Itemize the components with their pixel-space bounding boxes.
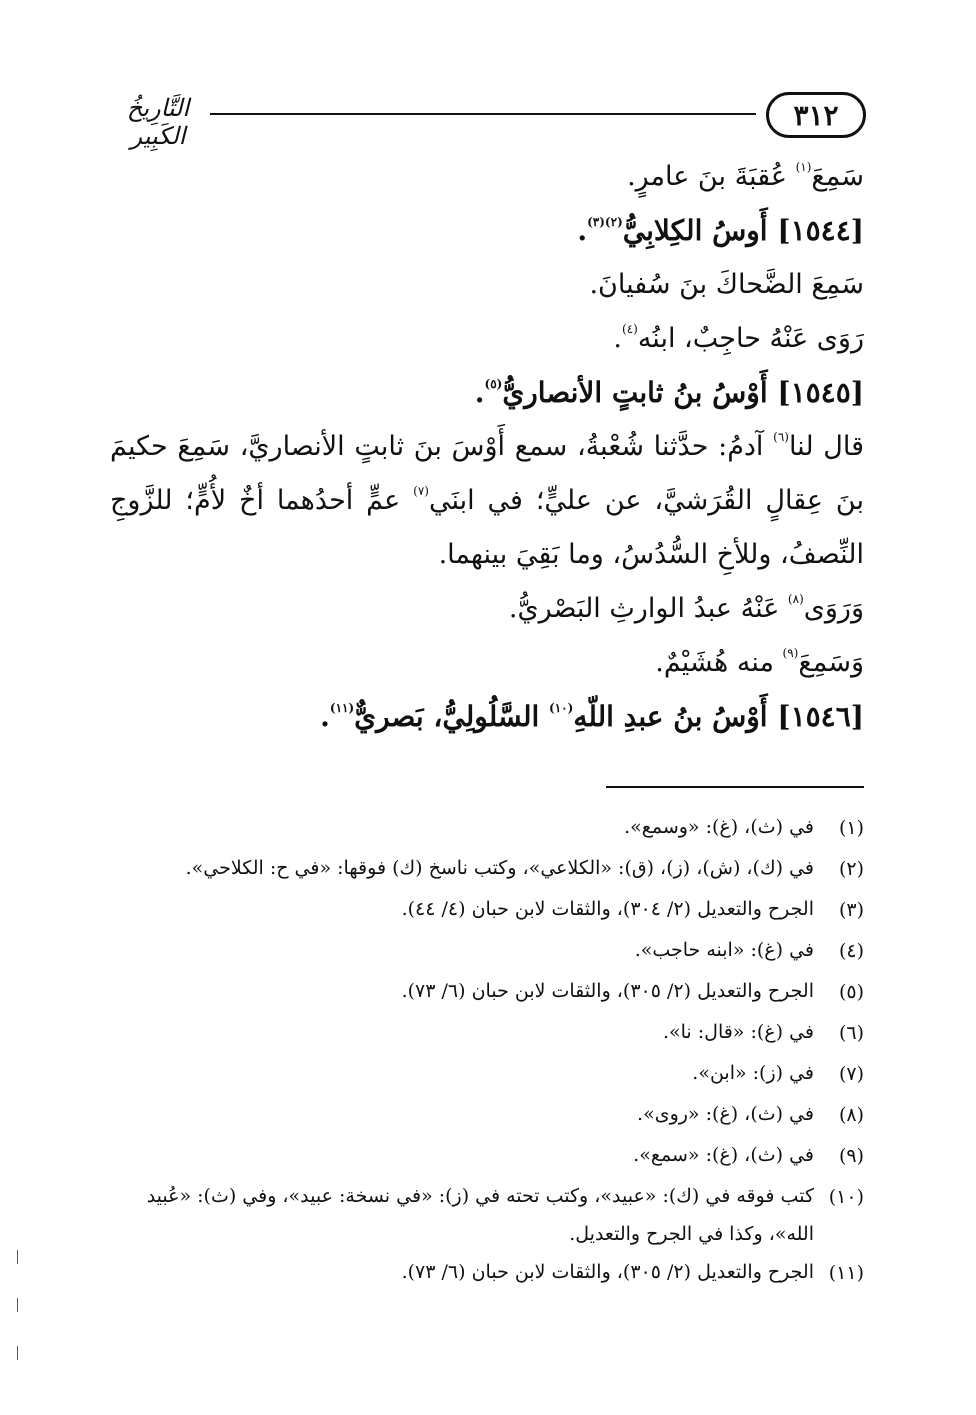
footnote-text: في (ث)، (غ): «سمع».: [633, 1144, 814, 1166]
footnote-number: (٨): [838, 1104, 864, 1126]
text-line: سَمِعَ الضَّحاكَ بنَ سُفيانَ.: [589, 269, 864, 300]
footnotes: [104, 808, 864, 1294]
footnote-text: الجرح والتعديل (٢/ ٣٠٥)، والثقات لابن حبان (٦/ ٧٣).: [401, 980, 814, 1002]
footnote: [104, 890, 864, 931]
page-header: [110, 92, 866, 148]
footnote: [104, 1095, 864, 1136]
footnote-number: (١٠): [828, 1186, 864, 1208]
entry-heading: [١٥٤٦] أَوْسُ بنُ عبدِ اللّهِ$^{(١٠)}$ السَّلُولِيُّ، بَصريٌّ$^{(١١)}$.: [320, 700, 864, 733]
footnote-number: (٩): [838, 1145, 864, 1167]
footnote: [104, 1054, 864, 1095]
footnote-ref: (٤): [622, 322, 638, 336]
text-paragraph: قال لنا$^{(٦)}$ آدمُ: حدَّثنا شُعْبةُ، سمع أَوْسَ بنَ ثابتٍ الأنصاريَّ، سَمِعَ حكيمَ بنَ عِقالٍ القُرَشيَّ، عن عليٍّ؛ في ابنَي$^{(٧)}$ عمٍّ أحدُهما أخٌ لأُمٍّ؛ للزَّوجِ النِّصفُ، وللأخِ السُّدُسُ، وما بَقِيَ بينهما.: [110, 430, 864, 570]
footnote-number: (٣): [838, 899, 864, 921]
footnote-number: (٥): [838, 981, 864, 1003]
header-rule: [210, 113, 756, 115]
footnote-ref: (١): [795, 160, 812, 174]
footnote-text: في (ز): «ابن».: [692, 1062, 814, 1084]
text-line: رَوَى عَنْهُ حاجِبٌ، ابنُه$^{(٤)}$.: [613, 322, 864, 354]
entry-number: [١٥٤٥]: [777, 376, 864, 409]
footnote-number: (١): [838, 817, 864, 839]
main-text: [110, 150, 864, 744]
book-title: التَّارِيخُ الكَبِير: [126, 94, 190, 150]
footnote-ref: (١٠): [549, 701, 574, 715]
text-line: وَرَوَى$^{(٨)}$ عَنْهُ عبدُ الوارثِ البَصْريُّ.: [508, 592, 864, 624]
footnote: [104, 972, 864, 1013]
footnote: [104, 931, 864, 972]
footnote: [104, 1177, 864, 1253]
text-line: سَمِعَ$^{(١)}$ عُقبَةَ بنَ عامرٍ.: [627, 160, 864, 192]
footnote-number: (١١): [828, 1262, 864, 1284]
footnote-text: في (غ): «ابنه حاجب».: [634, 939, 814, 961]
footnote-ref: (٧): [413, 484, 429, 498]
footnote-number: (٤): [838, 940, 864, 962]
footnote-separator: [606, 786, 864, 788]
footnote-text: في (ث)، (غ): «وسمع».: [624, 816, 814, 838]
entry-heading: [١٥٤٤] أَوسُ الكِلابِيُّ$^{(٢)(٣)}$.: [577, 214, 864, 247]
footnote: [104, 849, 864, 890]
footnote: [104, 1253, 864, 1294]
footnote-text: كتب فوقه في (ك): «عبيد»، وكتب تحته في (ز): «في نسخة: عبيد»، وفي (ث): «عُبيد الله»، وكذا في الجرح والتعديل.: [146, 1185, 814, 1245]
footnote-ref: (١١): [329, 701, 355, 715]
footnote-ref: (٦): [773, 430, 789, 444]
entry-heading: [١٥٤٥] أَوْسُ بنُ ثابتٍ الأنصاريُّ$^{(٥)}$.: [474, 376, 864, 409]
footnote: [104, 1013, 864, 1054]
footnote: [104, 1136, 864, 1177]
scan-margin-marks: [16, 1250, 18, 1400]
footnote-text: الجرح والتعديل (٢/ ٣٠٤)، والثقات لابن حبان (٤/ ٤٤).: [401, 898, 814, 920]
footnote: [104, 808, 864, 849]
footnote-text: الجرح والتعديل (٢/ ٣٠٥)، والثقات لابن حبان (٦/ ٧٣).: [401, 1261, 814, 1283]
entry-number: [١٥٤٦]: [777, 700, 864, 733]
footnote-text: في (ث)، (غ): «روى».: [637, 1103, 814, 1125]
footnote-ref: (٥): [484, 377, 503, 391]
footnote-text: في (غ): «قال: نا».: [662, 1021, 814, 1043]
footnote-number: (٦): [838, 1022, 864, 1044]
footnote-ref: (٢)(٣): [587, 215, 623, 229]
footnote-number: (٧): [838, 1063, 864, 1085]
footnote-ref: (٩): [782, 646, 799, 660]
entry-number: [١٥٤٤]: [777, 214, 864, 247]
footnote-text: في (ك)، (ش)، (ز)، (ق): «الكلاعي»، وكتب ناسخ (ك) فوقها: «في ح: الكلاحي».: [185, 857, 814, 879]
text-line: وَسَمِعَ$^{(٩)}$ منه هُشَيْمٌ.: [655, 646, 864, 678]
footnote-number: (٢): [838, 858, 864, 880]
page-number: ٣١٢: [766, 92, 866, 138]
footnote-ref: (٨): [787, 592, 804, 606]
